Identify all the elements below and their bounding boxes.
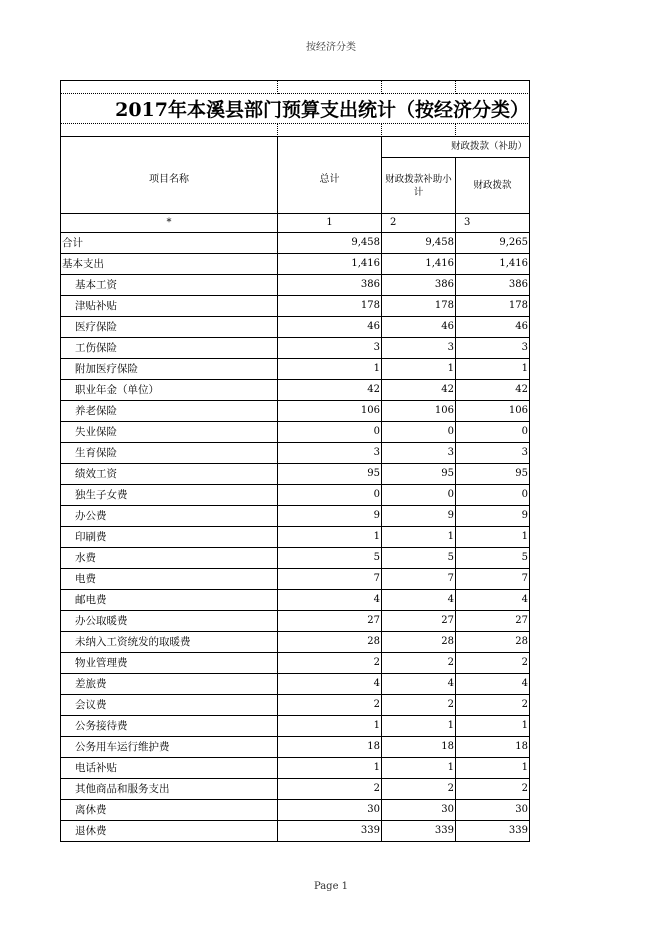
row-subtotal-cell: 1	[382, 758, 456, 779]
row-total-cell: 46	[278, 317, 382, 338]
row-grant-cell: 2	[456, 653, 530, 674]
table-row	[60, 548, 530, 569]
page-header: 按经济分类	[306, 42, 356, 53]
row-name-cell: 公务接待费	[60, 716, 278, 737]
row-grant-cell: 106	[456, 401, 530, 422]
row-subtotal-cell: 1	[382, 716, 456, 737]
row-total-cell: 95	[278, 464, 382, 485]
table-row	[60, 464, 530, 485]
row-grant-cell: 4	[456, 674, 530, 695]
row-subtotal-cell: 95	[382, 464, 456, 485]
row-name-cell: 津贴补贴	[60, 296, 278, 317]
table-row	[60, 317, 530, 338]
row-grant-cell: 9,265	[456, 233, 530, 254]
row-grant-cell: 30	[456, 800, 530, 821]
row-name-cell: 电费	[60, 569, 278, 590]
row-subtotal-cell: 46	[382, 317, 456, 338]
row-total-cell: 1	[278, 758, 382, 779]
table-row	[60, 380, 530, 401]
row-subtotal-cell: 7	[382, 569, 456, 590]
row-name-cell: 失业保险	[60, 422, 278, 443]
row-total-cell: 178	[278, 296, 382, 317]
row-total-cell: 2	[278, 779, 382, 800]
header-fiscal-group: 财政拨款（补助）	[382, 137, 530, 158]
row-subtotal-cell: 0	[382, 422, 456, 443]
empty-cell	[456, 80, 530, 94]
table-row	[60, 422, 530, 443]
row-grant-cell: 5	[456, 548, 530, 569]
row-total-cell: 386	[278, 275, 382, 296]
row-grant-cell: 2	[456, 695, 530, 716]
header-item-name: 项目名称	[60, 137, 278, 214]
row-total-cell: 106	[278, 401, 382, 422]
header-subtotal: 财政拨款补助小计	[382, 158, 456, 214]
header-grant: 财政拨款	[456, 158, 530, 214]
row-total-cell: 30	[278, 800, 382, 821]
row-name-cell: 未纳入工资统发的取暖费	[60, 632, 278, 653]
row-subtotal-cell: 2	[382, 653, 456, 674]
row-name-cell: 物业管理费	[60, 653, 278, 674]
row-name-cell: 附加医疗保险	[60, 359, 278, 380]
row-grant-cell: 339	[456, 821, 530, 842]
row-subtotal-cell: 42	[382, 380, 456, 401]
table-row	[60, 590, 530, 611]
row-total-cell: 1,416	[278, 254, 382, 275]
row-name-cell: 会议费	[60, 695, 278, 716]
table-row	[60, 758, 530, 779]
row-total-cell: 28	[278, 632, 382, 653]
row-name-cell: 生育保险	[60, 443, 278, 464]
header-total: 总计	[278, 137, 382, 214]
index-cell: *	[60, 214, 278, 233]
row-total-cell: 4	[278, 674, 382, 695]
row-grant-cell: 2	[456, 779, 530, 800]
row-name-cell: 公务用车运行维护费	[60, 737, 278, 758]
empty-cell	[278, 124, 382, 137]
row-name-cell: 印刷费	[60, 527, 278, 548]
row-subtotal-cell: 3	[382, 443, 456, 464]
row-grant-cell: 178	[456, 296, 530, 317]
table-row	[60, 821, 530, 842]
row-grant-cell: 28	[456, 632, 530, 653]
table-row	[60, 674, 530, 695]
row-subtotal-cell: 27	[382, 611, 456, 632]
row-total-cell: 2	[278, 653, 382, 674]
row-name-cell: 养老保险	[60, 401, 278, 422]
row-name-cell: 差旅费	[60, 674, 278, 695]
header-subcolumns	[382, 158, 530, 214]
row-total-cell: 0	[278, 422, 382, 443]
empty-cell	[382, 80, 456, 94]
row-subtotal-cell: 30	[382, 800, 456, 821]
row-grant-cell: 95	[456, 464, 530, 485]
row-name-cell: 离休费	[60, 800, 278, 821]
empty-cell	[60, 124, 278, 137]
row-grant-cell: 7	[456, 569, 530, 590]
row-subtotal-cell: 9	[382, 506, 456, 527]
row-grant-cell: 9	[456, 506, 530, 527]
page-footer: Page 1	[313, 881, 349, 892]
row-grant-cell: 42	[456, 380, 530, 401]
row-grant-cell: 46	[456, 317, 530, 338]
table-title: 2017年本溪县部门预算支出统计（按经济分类）	[60, 94, 530, 124]
index-cell: 3	[456, 214, 530, 233]
row-subtotal-cell: 4	[382, 674, 456, 695]
index-row	[60, 214, 530, 233]
table-row	[60, 527, 530, 548]
table-row	[60, 233, 530, 254]
row-total-cell: 4	[278, 590, 382, 611]
row-grant-cell: 27	[456, 611, 530, 632]
row-subtotal-cell: 1	[382, 527, 456, 548]
row-subtotal-cell: 106	[382, 401, 456, 422]
empty-cell	[60, 80, 278, 94]
row-subtotal-cell: 3	[382, 338, 456, 359]
row-subtotal-cell: 5	[382, 548, 456, 569]
row-name-cell: 办公费	[60, 506, 278, 527]
index-cell: 1	[278, 214, 382, 233]
table-row	[60, 338, 530, 359]
row-total-cell: 1	[278, 716, 382, 737]
row-total-cell: 9,458	[278, 233, 382, 254]
row-name-cell: 合计	[60, 233, 278, 254]
row-total-cell: 2	[278, 695, 382, 716]
index-cell: 2	[382, 214, 456, 233]
row-subtotal-cell: 1,416	[382, 254, 456, 275]
row-subtotal-cell: 1	[382, 359, 456, 380]
row-name-cell: 办公取暖费	[60, 611, 278, 632]
row-name-cell: 退休费	[60, 821, 278, 842]
row-name-cell: 独生子女费	[60, 485, 278, 506]
row-subtotal-cell: 9,458	[382, 233, 456, 254]
row-name-cell: 绩效工资	[60, 464, 278, 485]
row-name-cell: 工伤保险	[60, 338, 278, 359]
row-name-cell: 医疗保险	[60, 317, 278, 338]
row-grant-cell: 1	[456, 716, 530, 737]
table-row	[60, 506, 530, 527]
table-row	[60, 254, 530, 275]
row-total-cell: 18	[278, 737, 382, 758]
row-name-cell: 水费	[60, 548, 278, 569]
table-row	[60, 401, 530, 422]
table-row	[60, 716, 530, 737]
budget-table	[60, 80, 530, 842]
table-row	[60, 653, 530, 674]
column-header-block	[60, 137, 530, 214]
table-row	[60, 779, 530, 800]
spacer-row	[60, 124, 530, 137]
table-row	[60, 296, 530, 317]
row-subtotal-cell: 0	[382, 485, 456, 506]
row-subtotal-cell: 339	[382, 821, 456, 842]
header-group	[382, 137, 530, 214]
row-subtotal-cell: 18	[382, 737, 456, 758]
table-row	[60, 737, 530, 758]
row-grant-cell: 3	[456, 443, 530, 464]
row-grant-cell: 0	[456, 422, 530, 443]
table-body	[60, 233, 530, 842]
row-grant-cell: 1	[456, 527, 530, 548]
title-row	[60, 94, 530, 124]
row-total-cell: 339	[278, 821, 382, 842]
row-grant-cell: 1,416	[456, 254, 530, 275]
table-row	[60, 275, 530, 296]
row-name-cell: 职业年金（单位）	[60, 380, 278, 401]
table-row	[60, 485, 530, 506]
row-subtotal-cell: 28	[382, 632, 456, 653]
table-row	[60, 695, 530, 716]
row-total-cell: 1	[278, 359, 382, 380]
row-total-cell: 27	[278, 611, 382, 632]
row-grant-cell: 1	[456, 359, 530, 380]
row-name-cell: 基本工资	[60, 275, 278, 296]
row-name-cell: 其他商品和服务支出	[60, 779, 278, 800]
row-subtotal-cell: 178	[382, 296, 456, 317]
table-row	[60, 569, 530, 590]
row-subtotal-cell: 386	[382, 275, 456, 296]
row-grant-cell: 0	[456, 485, 530, 506]
row-grant-cell: 3	[456, 338, 530, 359]
row-subtotal-cell: 2	[382, 695, 456, 716]
empty-cell	[456, 124, 530, 137]
row-total-cell: 42	[278, 380, 382, 401]
row-total-cell: 1	[278, 527, 382, 548]
row-name-cell: 基本支出	[60, 254, 278, 275]
row-grant-cell: 1	[456, 758, 530, 779]
row-total-cell: 3	[278, 338, 382, 359]
row-total-cell: 3	[278, 443, 382, 464]
row-total-cell: 5	[278, 548, 382, 569]
table-row	[60, 611, 530, 632]
row-total-cell: 0	[278, 485, 382, 506]
table-row	[60, 443, 530, 464]
empty-cell	[382, 124, 456, 137]
table-top-border-row	[60, 80, 530, 94]
row-subtotal-cell: 2	[382, 779, 456, 800]
row-grant-cell: 386	[456, 275, 530, 296]
row-grant-cell: 4	[456, 590, 530, 611]
row-total-cell: 7	[278, 569, 382, 590]
empty-cell	[278, 80, 382, 94]
row-name-cell: 邮电费	[60, 590, 278, 611]
row-total-cell: 9	[278, 506, 382, 527]
row-subtotal-cell: 4	[382, 590, 456, 611]
table-row	[60, 632, 530, 653]
row-grant-cell: 18	[456, 737, 530, 758]
table-row	[60, 359, 530, 380]
table-row	[60, 800, 530, 821]
row-name-cell: 电话补贴	[60, 758, 278, 779]
